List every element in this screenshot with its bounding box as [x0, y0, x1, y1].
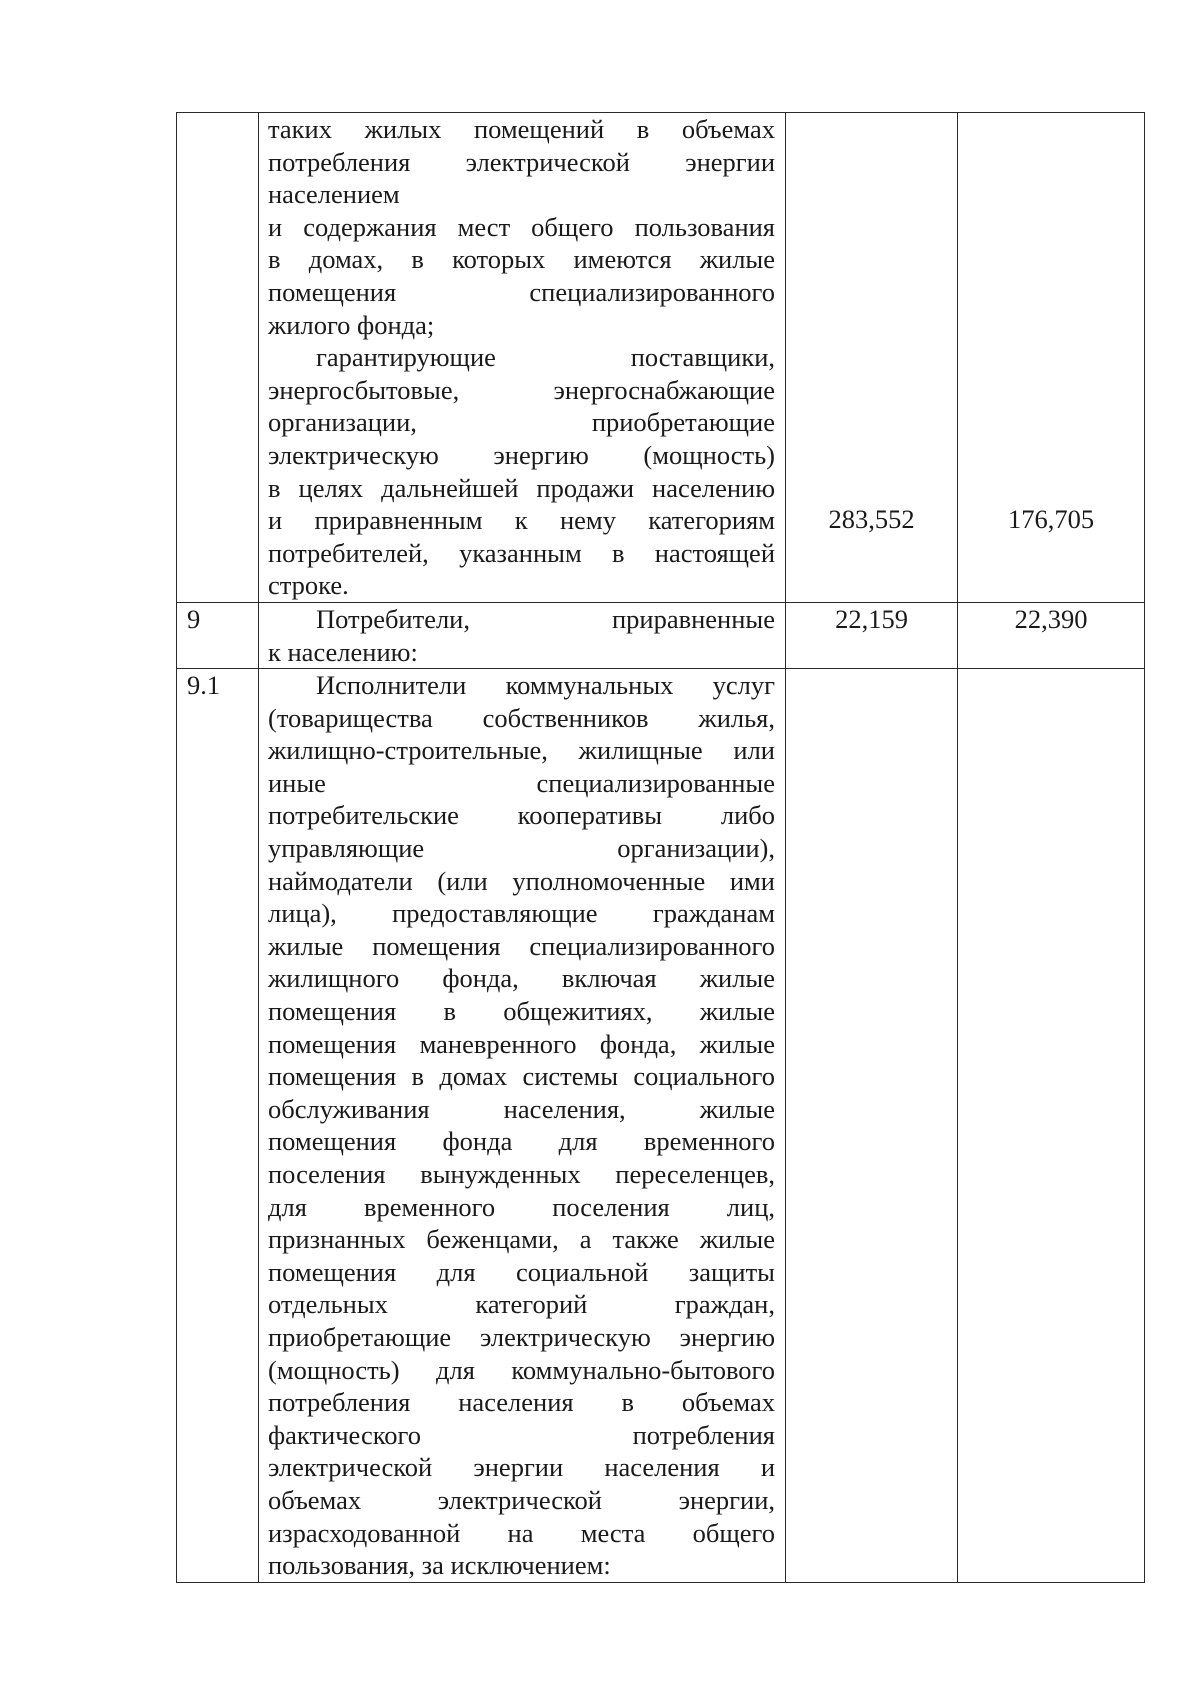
text-line: потребления населения в объемах [268, 1387, 775, 1418]
text-line: в целях дальнейшей продажи населению [268, 472, 775, 503]
text-line: строке. [268, 570, 349, 601]
text-line: обслуживания населения, жилые [268, 1093, 775, 1124]
text-line: (мощность) для коммунально-бытового [268, 1354, 775, 1385]
value-1: 22,159 [835, 603, 908, 634]
text-line: и содержания мест общего пользования [268, 211, 775, 242]
text-line: отдельных категорий граждан, [268, 1289, 775, 1320]
text-line: Исполнители коммунальных услуг [316, 670, 775, 701]
table-row [177, 669, 1145, 1583]
text-line: поселения вынужденных переселенцев, [268, 1159, 775, 1189]
value-cell-2 [958, 113, 1145, 603]
text-line: помещения специализированного [268, 276, 775, 307]
text-line: таких жилых помещений в объемах [268, 114, 775, 144]
row-number [177, 113, 259, 603]
text-line: помещения для социальной защиты [268, 1256, 775, 1287]
text-line: в домах, в которых имеются жилые [268, 244, 775, 275]
text-line: к населению: [268, 636, 418, 667]
text-line: израсходованной на места общего [268, 1517, 775, 1548]
row-number: 9.1 [177, 669, 259, 1583]
value-cell-1 [786, 602, 958, 668]
text-line: фактического потребления [268, 1419, 775, 1450]
text-line: жилого фонда; [268, 309, 435, 340]
text-line: жилищно-строительные, жилищные или [268, 735, 775, 766]
text-line: потребления электрической энергии [268, 146, 775, 177]
row-description [259, 113, 786, 603]
text-line: помещения маневренного фонда, жилые [268, 1028, 775, 1059]
value-cell-2 [958, 602, 1145, 668]
text-line: объемах электрической энергии, [268, 1484, 775, 1515]
text-line: электрическую энергию (мощность) [268, 439, 775, 470]
tariff-table [176, 112, 1145, 1583]
text-line: лица), предоставляющие гражданам [268, 898, 775, 929]
value-cell-1 [786, 113, 958, 603]
text-line: Потребители, приравненные [316, 603, 775, 634]
table-row [177, 113, 1145, 603]
value-cell-1 [786, 669, 958, 1583]
row-description [259, 602, 786, 668]
text-line: наймодатели (или уполномоченные ими [268, 865, 775, 896]
row-description [259, 669, 786, 1583]
text-line: управляющие организации), [268, 833, 775, 864]
text-line: жилищного фонда, включая жилые [268, 963, 775, 994]
text-line: признанных беженцами, а также жилые [268, 1224, 775, 1255]
value-2: 176,705 [1007, 504, 1095, 534]
value-1: 283,552 [828, 504, 915, 534]
text-line: электрической энергии населения и [268, 1452, 775, 1483]
text-line: приобретающие электрическую энергию [268, 1321, 775, 1352]
text-line: энергосбытовые, энергоснабжающие [268, 374, 775, 405]
text-line: населением [268, 179, 400, 210]
text-line: гарантирующие поставщики, [316, 342, 775, 373]
text-line: жилые помещения специализированного [268, 930, 775, 961]
text-line: помещения в общежитиях, жилые [268, 996, 775, 1027]
text-line: потребительские кооперативы либо [268, 800, 775, 831]
text-line: и приравненным к нему категориям [268, 505, 775, 536]
text-line: (товарищества собственников жилья, [268, 702, 775, 733]
value-2: 22,390 [1014, 603, 1088, 634]
text-line: для временного поселения лиц, [268, 1191, 775, 1222]
text-line: иные специализированные [268, 767, 775, 798]
table-row [177, 602, 1145, 668]
value-cell-2 [958, 669, 1145, 1583]
text-line: пользования, за исключением: [268, 1550, 611, 1581]
text-line: помещения фонда для временного [268, 1126, 775, 1157]
text-line: помещения в домах системы социального [268, 1061, 775, 1092]
row-number: 9 [177, 602, 259, 668]
text-line: потребителей, указанным в настоящей [268, 537, 775, 568]
text-line: организации, приобретающие [268, 407, 775, 438]
